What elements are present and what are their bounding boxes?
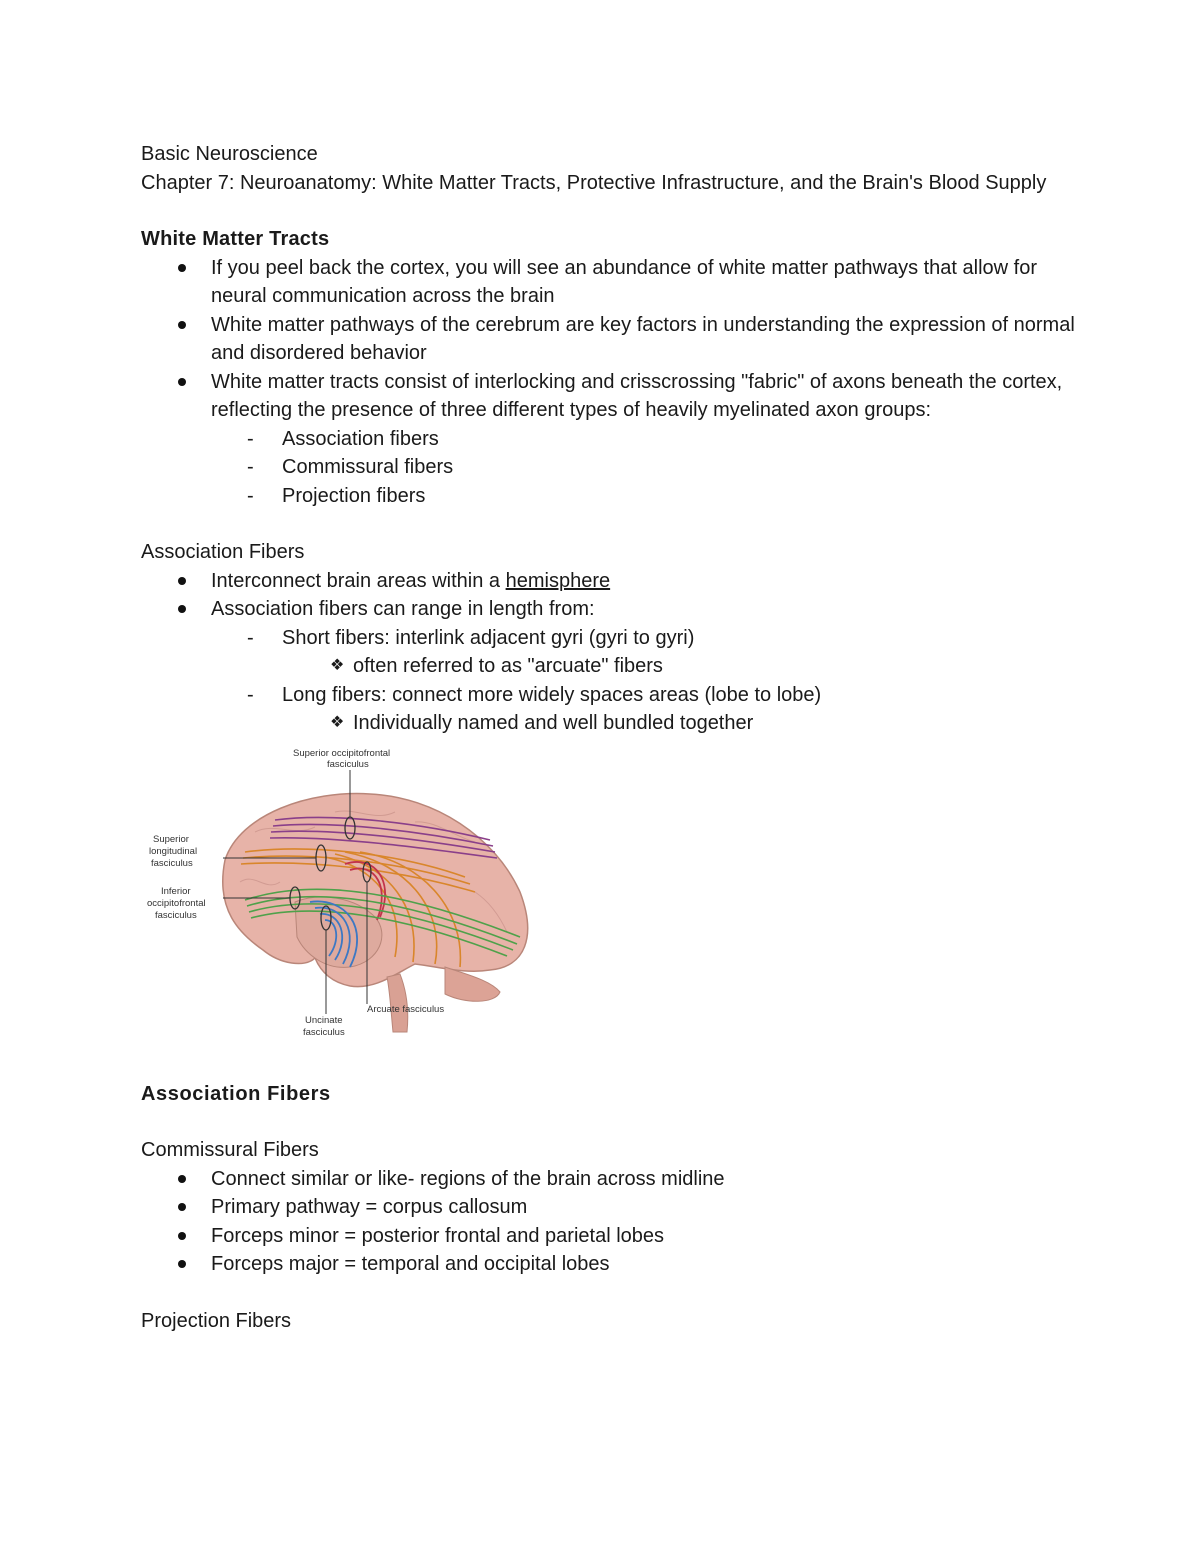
list-item: ❖ Individually named and well bundled together [353, 709, 1081, 738]
list-item: Connect similar or like- regions of the brain across midline [211, 1165, 1081, 1194]
svg-text:fasciculus: fasciculus [303, 1026, 345, 1038]
white-matter-bullet-list [141, 254, 1081, 511]
list-item: White matter tracts consist of interlocking and crisscrossing "fabric" of axons beneath the cortex, reflecting the presence of three different types of heavily myelinated axon groups: - Association fibers - Commissural fibers - Projection fibers [211, 368, 1081, 511]
diamond-bullet-icon: ❖ [330, 714, 345, 731]
svg-text:fasciculus: fasciculus [151, 857, 193, 869]
association-bullet-list [141, 567, 1081, 738]
list-item: - Commissural fibers [282, 453, 1081, 482]
list-item: Forceps minor = posterior frontal and parietal lobes [211, 1222, 1081, 1251]
bullet-icon [178, 1175, 186, 1183]
section-heading-projection: Projection Fibers [141, 1309, 292, 1332]
cerebellum [445, 967, 500, 1001]
bullet-icon [178, 1260, 186, 1268]
dash-icon: - [247, 427, 254, 450]
brainstem [387, 974, 408, 1032]
list-item: ❖ often referred to as "arcuate" fibers [353, 652, 1081, 681]
list-item: Forceps major = temporal and occipital lobes [211, 1250, 1081, 1279]
brain-outline [223, 793, 528, 986]
svg-text:occipitofrontal: occipitofrontal [147, 897, 206, 909]
commissural-bullet-list [141, 1165, 1081, 1279]
dash-icon: - [247, 456, 254, 478]
list-item: - Long fibers: connect more widely spaces areas (lobe to lobe) ❖ Individually named and well bundled together [282, 681, 1081, 738]
course-title: Basic Neuroscience [141, 143, 318, 165]
label-superior-longitudinal: Superior [153, 833, 189, 845]
fiber-length-list [211, 624, 1081, 738]
fiber-types-list [211, 425, 1081, 511]
diamond-bullet-icon: ❖ [330, 657, 345, 674]
bullet-icon [178, 1203, 186, 1211]
bullet-icon [178, 264, 186, 272]
dash-icon: - [247, 683, 254, 706]
section-heading-association: Association Fibers [141, 541, 305, 563]
list-item: Association fibers can range in length from: - Short fibers: interlink adjacent gyri (gyri to gyri) ❖ often referred to as "arcuate" fibers - Long fibers: connect more widely spaces areas (lobe to lobe) ❖ Individually named and well bundled together [211, 595, 1081, 738]
document-page [141, 140, 1081, 1335]
label-superior-occipitofrontal: Superior occipitofrontal [293, 747, 391, 759]
bullet-icon [178, 1232, 186, 1240]
bullet-icon [178, 605, 186, 613]
list-item: - Projection fibers [282, 482, 1081, 511]
dash-icon: - [247, 626, 254, 649]
bullet-icon [178, 321, 186, 329]
list-item: Interconnect brain areas within a hemisphere [211, 567, 1081, 596]
list-item: White matter pathways of the cerebrum are key factors in understanding the expression of normal and disordered behavior [211, 311, 1081, 368]
label-inferior-occipitofrontal: Inferior [161, 885, 191, 897]
list-item: - Association fibers [282, 425, 1081, 454]
hemisphere-link[interactable]: hemisphere [505, 569, 611, 592]
list-item: Primary pathway = corpus callosum [211, 1193, 1081, 1222]
label-arcuate: Arcuate fasciculus [367, 1003, 445, 1015]
association-fibers-figure [145, 742, 535, 1042]
brain-diagram [145, 742, 535, 1042]
svg-text:fasciculus: fasciculus [327, 758, 369, 770]
svg-text:longitudinal: longitudinal [149, 845, 198, 857]
list-item: - Short fibers: interlink adjacent gyri (gyri to gyri) ❖ often referred to as "arcuate" fibers [282, 624, 1081, 681]
figure-caption-heading: Association Fibers [141, 1082, 331, 1105]
section-heading-white-matter: White Matter Tracts [141, 228, 330, 250]
dash-icon: - [247, 484, 254, 507]
label-uncinate: Uncinate [305, 1014, 343, 1026]
section-heading-commissural: Commissural Fibers [141, 1139, 319, 1161]
svg-text:fasciculus: fasciculus [155, 909, 197, 921]
bullet-icon [178, 378, 186, 386]
bullet-icon [178, 577, 186, 585]
list-item: If you peel back the cortex, you will see an abundance of white matter pathways that allow for neural communication across the brain [211, 254, 1081, 311]
chapter-title: Chapter 7: Neuroanatomy: White Matter Tracts, Protective Infrastructure, and the Brain's Blood Supply [141, 171, 1047, 194]
